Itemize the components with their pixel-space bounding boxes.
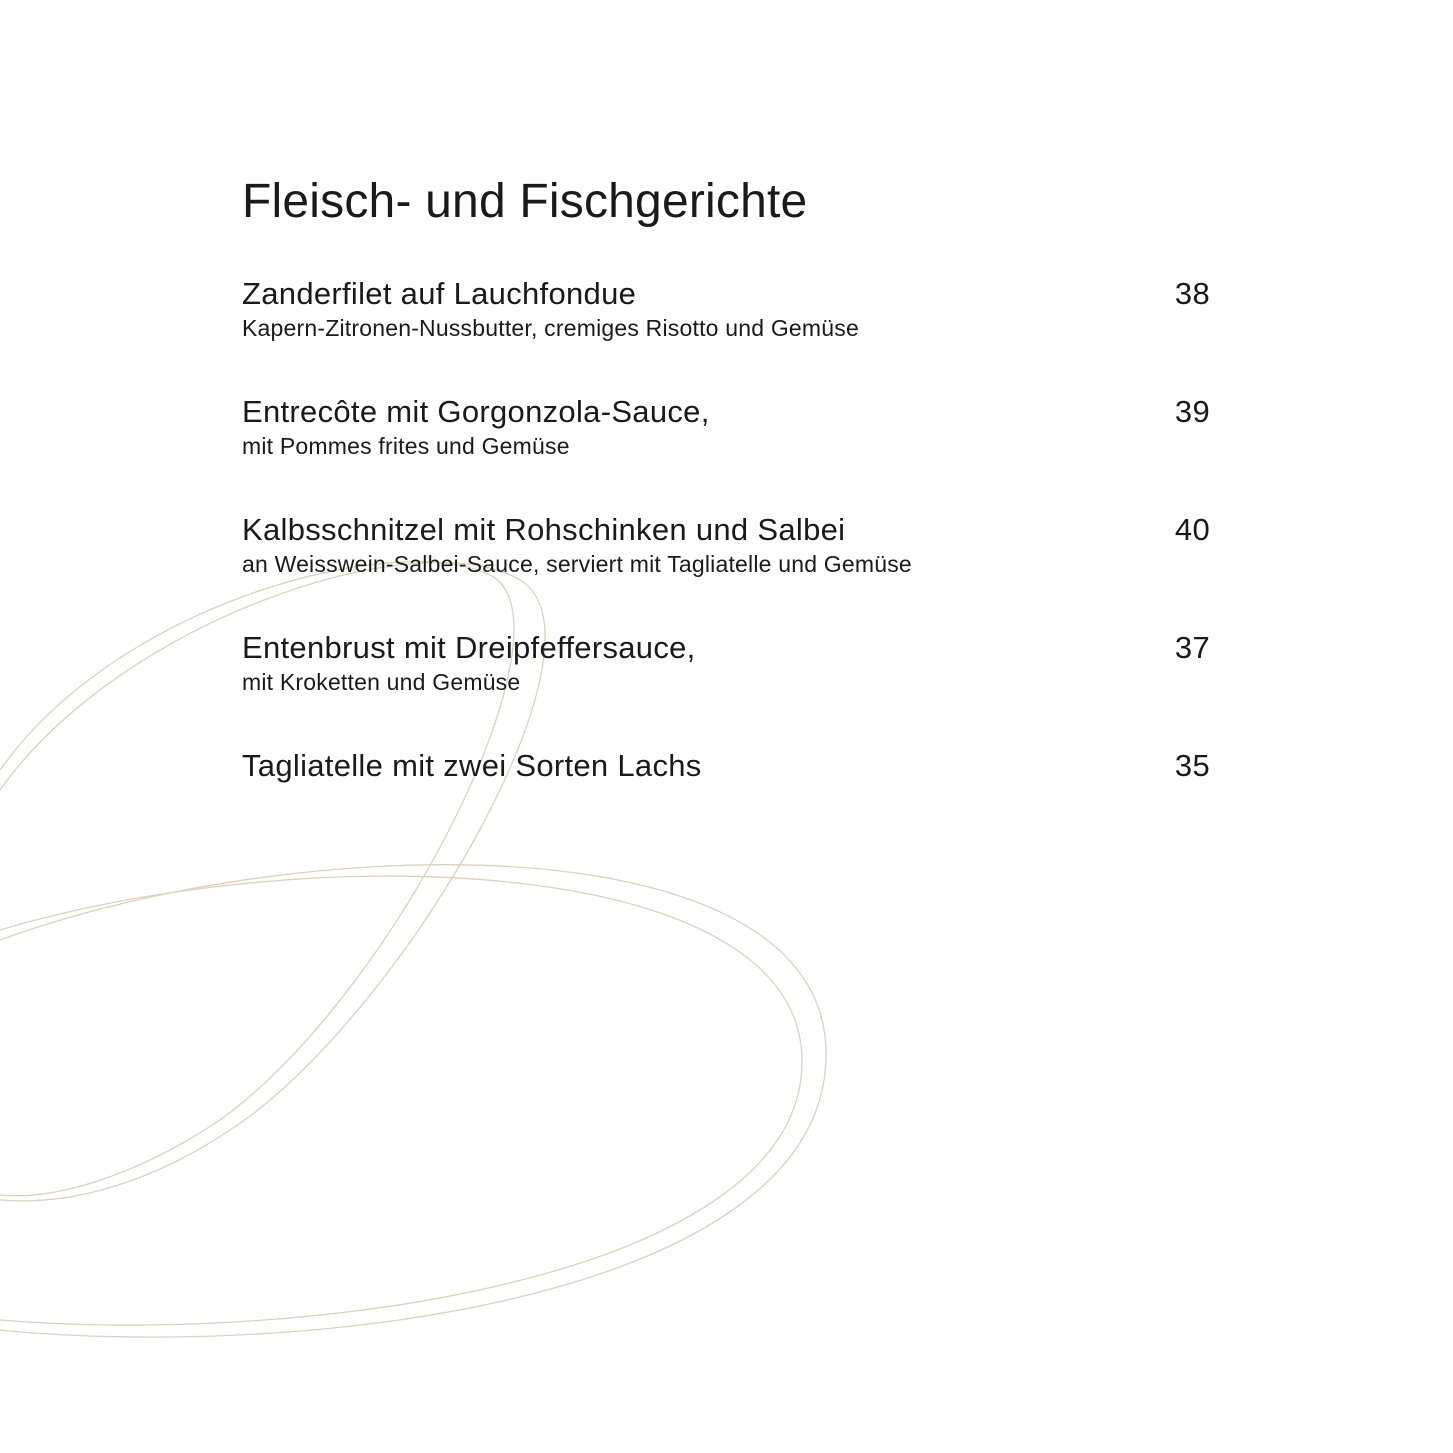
dish-item [242,274,1210,392]
dish-row [242,392,1210,432]
dish-row [242,274,1210,314]
menu-section [242,172,1210,783]
dish-description: Kapern-Zitronen-Nussbutter, cremiges Risotto und Gemüse [242,315,859,341]
dish-name: Zanderfilet auf Lauchfondue [242,276,637,311]
section-title: Fleisch- und Fischgerichte [242,175,808,228]
dish-description: mit Kroketten und Gemüse [242,669,521,695]
dish-item [242,510,1210,628]
dish-name: Tagliatelle mit zwei Sorten Lachs [242,748,702,783]
dish-name: Entrecôte mit Gorgonzola-Sauce, [242,394,710,429]
dish-row [242,746,1210,786]
dish-list [242,274,1210,864]
dish-name: Kalbsschnitzel mit Rohschinken und Salbei [242,512,846,547]
dish-price: 35 [1174,748,1210,783]
dish-row [242,628,1210,668]
dish-description: an Weisswein-Salbei-Sauce, serviert mit Tagliatelle und Gemüse [242,551,912,577]
swirl-loop-outer [0,865,826,1337]
dish-name: Entenbrust mit Dreipfeffersauce, [242,630,696,665]
dish-price: 37 [1174,630,1210,665]
swirl-loop-inner [0,876,802,1325]
dish-item [242,628,1210,746]
dish-price: 39 [1174,394,1210,429]
dish-item [242,392,1210,510]
dish-row [242,510,1210,550]
dish-description: mit Pommes frites und Gemüse [242,433,570,459]
dish-item [242,746,1210,864]
dish-price: 38 [1174,276,1210,311]
dish-price: 40 [1174,512,1210,547]
